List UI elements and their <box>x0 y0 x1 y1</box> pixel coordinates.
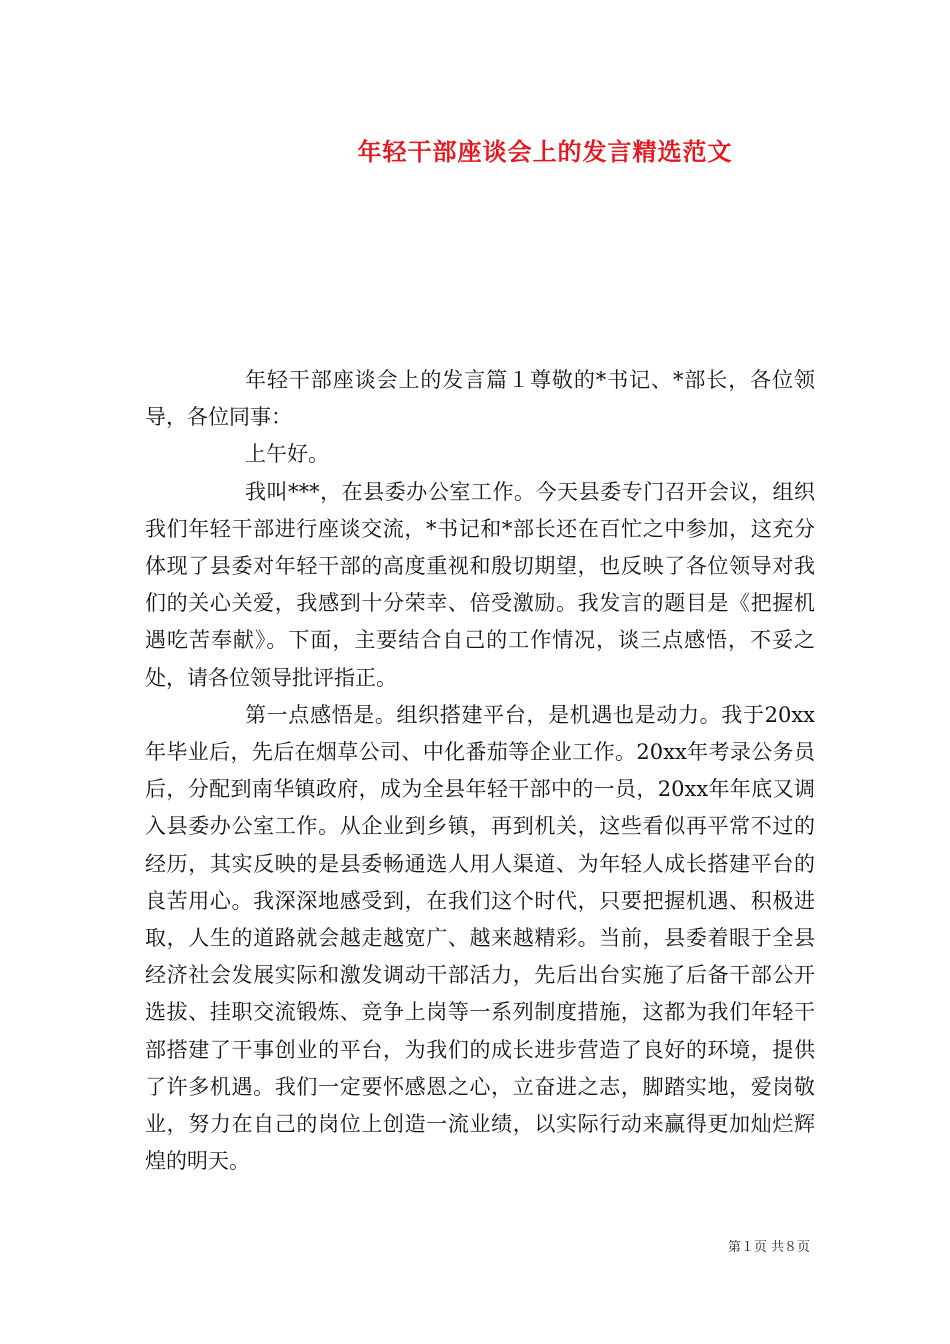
paragraph-first-insight: 第一点感悟是。组织搭建平台，是机遇也是动力。我于20xx年毕业后，先后在烟草公司、中化番茄等企业工作。20xx年考录公务员后，分配到南华镇政府，成为全县年轻干部中的一员，20xx年年底又调入县委办公室工作。从企业到乡镇，再到机关，这些看似再平常不过的经历，其实反映的是县委畅通选人用人渠道、为年轻人成长搭建平台的良苦用心。我深深地感受到，在我们这个时代，只要把握机遇、积极进取，人生的道路就会越走越宽广、越来越精彩。当前，县委着眼于全县经济社会发展实际和激发调动干部活力，先后出台实施了后备干部公开选拔、挂职交流锻炼、竞争上岗等一系列制度措施，这都为我们年轻干部搭建了干事创业的平台，为我们的成长进步营造了良好的环境，提供了许多机遇。我们一定要怀感恩之心，立奋进之志，脚踏实地，爱岗敬业，努力在自己的岗位上创造一流业绩，以实际行动来赢得更加灿烂辉煌的明天。 <box>145 702 815 1174</box>
document-title: 年轻干部座谈会上的发言精选范文 <box>357 137 733 166</box>
page-number: 第１页 共８页 <box>727 1240 810 1255</box>
paragraph-greeting: 年轻干部座谈会上的发言篇１尊敬的*书记、*部长，各位领导，各位同事： <box>145 368 815 430</box>
paragraph-introduction: 我叫***，在县委办公室工作。今天县委专门召开会议，组织我们年轻干部进行座谈交流，*书记和*部长还在百忙之中参加，这充分体现了县委对年轻干部的高度重视和殷切期望，也反映了各位领导对我们的关心关爱，我感到十分荣幸、倍受激励。我发言的题目是《把握机遇吃苦奉献》。下面，主要结合自己的工作情况，谈三点感悟，不妥之处，请各位领导批评指正。 <box>145 479 815 690</box>
paragraph-salutation: 上午好。 <box>245 442 329 467</box>
document-body <box>145 362 815 1180</box>
